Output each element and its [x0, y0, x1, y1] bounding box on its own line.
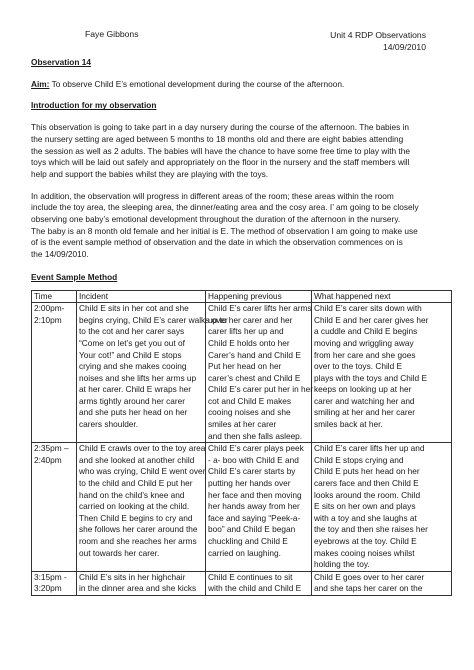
cell-text-line: smiling at her and her carer: [314, 407, 415, 418]
cell-text-line: plays with the toys and Child E: [314, 372, 427, 383]
time-cell: [32, 443, 77, 572]
aim-text: To observe Child E’s emotional development during the course of the afternoon.: [49, 78, 345, 89]
cell-text-line: carers shoulder.: [79, 419, 139, 430]
happening-previous-cell: [206, 571, 312, 595]
cell-text-line: to the child and Child E put her: [79, 478, 193, 489]
cell-text-line: cooing noises and she: [208, 407, 291, 418]
cell-text-line: from her care and she goes: [314, 349, 416, 360]
cell-text-line: carried on looking at the child.: [79, 501, 190, 512]
cell-text-line: with a toy and she laughs at: [314, 512, 417, 523]
table-row: [32, 571, 452, 595]
cell-text-line: Child E’s carer lifts her arms: [208, 303, 312, 314]
cell-text-line: carried on laughing.: [208, 547, 281, 558]
header-date: 14/09/2010: [382, 42, 426, 52]
cell-text-line: face and saying “Peek-a-: [208, 512, 301, 523]
paragraph-line: the session as well as 2 adults. The babies will have the chance to have some free time to play with the: [31, 145, 410, 156]
cell-text-line: Child E goes over to her carer: [314, 571, 425, 582]
cell-text-line: over to the toys. Child E: [314, 361, 403, 372]
cell-text-line: Child E and her carer gives her: [314, 314, 429, 325]
col-header-incident: Incident: [77, 290, 206, 303]
cell-text-line: hand on the child’s knee and: [79, 489, 185, 500]
cell-text-line: boo” and Child E began: [208, 524, 296, 535]
cell-text-line: eyebrows at the toy. Child E: [314, 536, 417, 547]
what-happened-next-cell: [312, 443, 452, 572]
cell-text-line: the toy and then she raises her: [314, 524, 428, 535]
paragraph-line: toys which will be laid out safely and appropriately on the floor in the nursery and the staff members will: [31, 157, 410, 168]
cell-text-line: 3:20pm: [34, 583, 62, 594]
cell-text-line: and she taps her carer on the: [314, 583, 423, 594]
cell-text-line: 2:35pm –: [34, 443, 69, 454]
cell-text-line: in the dinner area and she kicks: [79, 583, 197, 594]
cell-text-line: Carer’s hand and Child E: [208, 349, 301, 360]
cell-text-line: she follows her carer around the: [79, 524, 198, 535]
cell-text-line: Then Child E begins to cry and: [79, 512, 193, 523]
cell-text-line: chuckling and Child E: [208, 536, 288, 547]
cell-text-line: Child E stops crying and: [314, 454, 404, 465]
document-content: [31, 57, 447, 596]
col-header-happening-previous: Happening previous: [206, 290, 312, 303]
cell-text-line: 2:40pm: [34, 454, 62, 465]
col-header-what-happened-next: What happened next: [312, 290, 452, 303]
cell-text-line: Child E holds onto her: [208, 337, 290, 348]
event-sample-table: [31, 290, 452, 596]
cell-text-line: and she puts her head on her: [79, 407, 188, 418]
cell-text-line: carer and watching her and: [314, 395, 415, 406]
paragraph-line: the 14/09/2010.: [31, 249, 89, 260]
cell-text-line: who was crying, Child E went over: [79, 466, 206, 477]
cell-text-line: carer’s chest and Child E: [208, 372, 301, 383]
cell-text-line: her hands away from her: [208, 501, 300, 512]
cell-text-line: with the child and Child E: [208, 583, 302, 594]
happening-previous-cell: [206, 443, 312, 572]
cell-text-line: moving and wriggling away: [314, 337, 414, 348]
cell-text-line: 3:15pm -: [34, 571, 67, 582]
incident-cell: [77, 571, 206, 595]
cell-text-line: crying and she makes cooing: [79, 361, 187, 372]
cell-text-line: makes cooing noises whilst: [314, 547, 415, 558]
cell-text-line: carer lifts her up and: [208, 326, 284, 337]
table-row: [32, 443, 452, 572]
cell-text-line: her face and then moving: [208, 489, 302, 500]
cell-text-line: a cuddle and Child E begins: [314, 326, 418, 337]
cell-text-line: Your cot!” and Child E stops: [79, 349, 182, 360]
cell-text-line: arms tightly around her carer: [79, 395, 186, 406]
cell-text-line: to the cot and her carer says: [79, 326, 185, 337]
header-author: Faye Gibbons: [85, 29, 139, 39]
time-cell: [32, 571, 77, 595]
table-row: [32, 303, 452, 443]
cell-text-line: Child E continues to sit: [208, 571, 293, 582]
cell-text-line: carers face and then Child E: [314, 478, 419, 489]
time-cell: [32, 303, 77, 443]
aim-label: Aim:: [31, 78, 50, 89]
cell-text-line: noises and she lifts her arms up: [79, 372, 197, 383]
paragraph-line: the nursery setting are aged between 5 months to 18 months old and there are eight babies attending: [31, 133, 404, 144]
what-happened-next-cell: [312, 571, 452, 595]
intro-paragraph-1: [31, 122, 447, 181]
cell-text-line: cot and Child E makes: [208, 395, 292, 406]
cell-text-line: E sits on her own and plays: [314, 501, 416, 512]
method-heading: Event Sample Method: [31, 271, 118, 282]
cell-text-line: 2:10pm: [34, 314, 62, 325]
paragraph-line: of is the event sample method of observation and the date in which the observation commences on is: [31, 237, 403, 248]
cell-text-line: keeps on looking up at her: [314, 384, 412, 395]
cell-text-line: and she looked at another child: [79, 454, 195, 465]
header-right: [330, 29, 426, 53]
cell-text-line: - a- boo with Child E and: [208, 454, 299, 465]
paragraph-line: This observation is going to take part in a day nursery during the course of the afternoon. The babies in: [31, 122, 410, 133]
paragraph-line: The baby is an 8 month old female and her initial is E. The method of observation I am going to make use: [31, 225, 418, 236]
happening-previous-cell: [206, 303, 312, 443]
cell-text-line: Child E’s carer starts by: [208, 466, 296, 477]
aim-line: [31, 79, 447, 91]
paragraph-line: In addition, the observation will progress in different areas of the room; these areas within the room: [31, 190, 394, 201]
cell-text-line: “Come on let’s get you out of: [79, 337, 185, 348]
cell-text-line: Child E’s carer lifts her up and: [314, 443, 425, 454]
cell-text-line: looks around the room. Child: [314, 489, 421, 500]
cell-text-line: and then she falls asleep.: [208, 430, 303, 441]
paragraph-line: observing one baby’s emotional development throughout the duration of the afternoon in the nursery.: [31, 214, 401, 225]
cell-text-line: Put her head on her: [208, 361, 282, 372]
cell-text-line: Child E crawls over to the toy area: [79, 443, 206, 454]
cell-text-line: Child E puts her head on her: [314, 466, 420, 477]
cell-text-line: holding the toy.: [314, 559, 370, 570]
cell-text-line: begins crying, Child E’s carer walks over: [79, 314, 228, 325]
intro-paragraph-2: [31, 191, 447, 261]
cell-text-line: 2:00pm-: [34, 303, 65, 314]
incident-cell: [77, 443, 206, 572]
cell-text-line: smiles back at her.: [314, 419, 383, 430]
cell-text-line: up to her carer and her: [208, 314, 293, 325]
cell-text-line: Child E’s carer plays peek: [208, 443, 304, 454]
table-header-row: [32, 290, 452, 303]
cell-text-line: at her carer. Child E wraps her: [79, 384, 192, 395]
cell-text-line: smiles at her carer: [208, 419, 277, 430]
paragraph-line: help and support the babies whilst they are playing with the toys.: [31, 168, 269, 179]
cell-text-line: Child E’s carer put her in her: [208, 384, 313, 395]
observation-title: Observation 14: [31, 57, 91, 67]
col-header-time: Time: [32, 290, 77, 303]
cell-text-line: Child E’s carer sits down with: [314, 303, 422, 314]
intro-heading: Introduction for my observation: [31, 100, 157, 111]
header-unit: Unit 4 RDP Observations: [330, 30, 426, 40]
cell-text-line: out towards her carer.: [79, 547, 160, 558]
paragraph-line: include the toy area, the sleeping area, the dinner/eating area and the cosy area. I’ am going to be closely: [31, 202, 419, 213]
cell-text-line: Child E sits in her cot and she: [79, 303, 189, 314]
cell-text-line: putting her hands over: [208, 478, 291, 489]
cell-text-line: room and she reaches her arms: [79, 536, 197, 547]
incident-cell: [77, 303, 228, 443]
what-happened-next-cell: [312, 303, 452, 443]
cell-text-line: Child E’s sits in her highchair: [79, 571, 186, 582]
